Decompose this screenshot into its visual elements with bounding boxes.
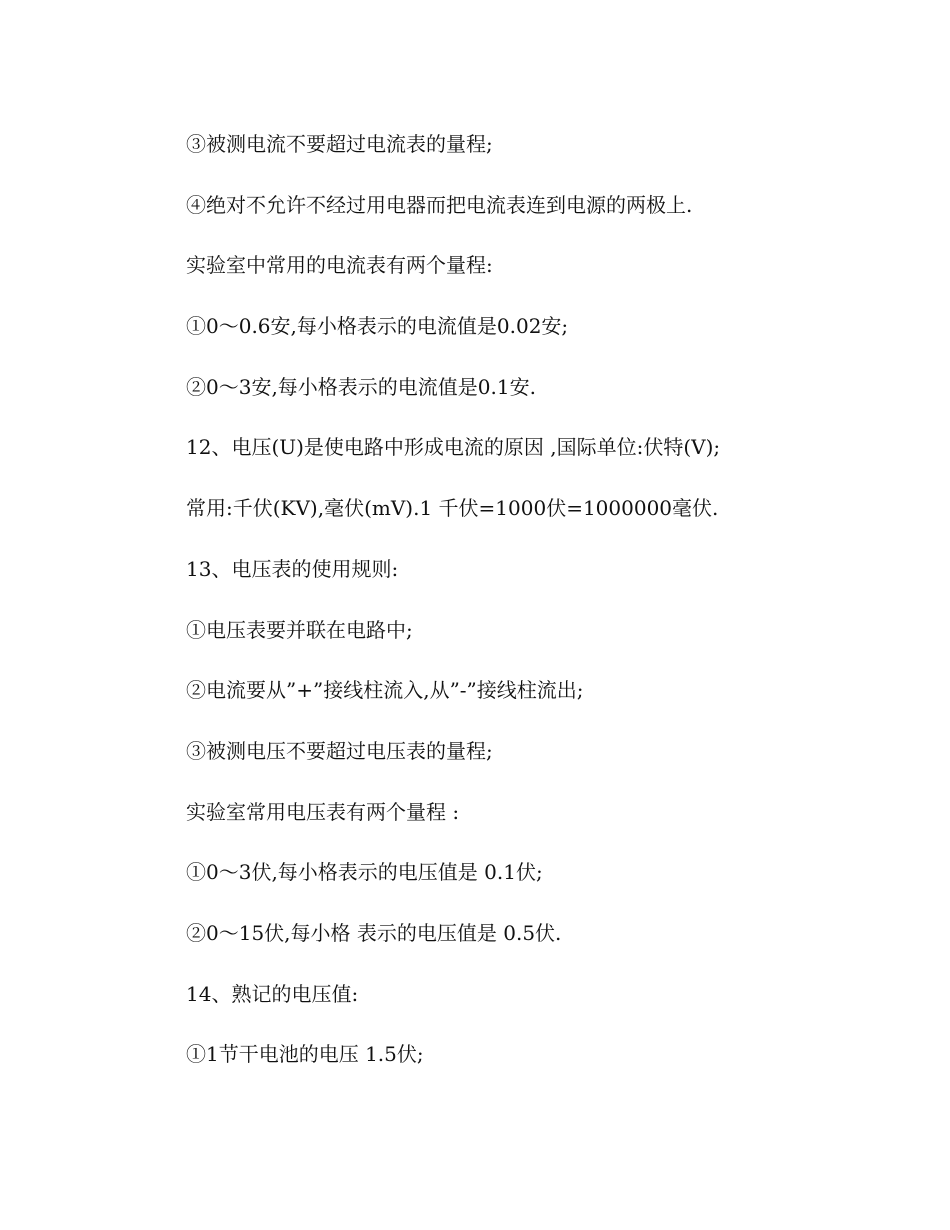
document-body <box>186 128 906 1099</box>
text-line-5: ②0～3安,每小格表示的电流值是0.1安. <box>186 374 536 399</box>
text-line-1: ③被测电流不要超过电流表的量程; <box>186 132 493 156</box>
text-line-10: ②电流要从”+”接线柱流入,从”-”接线柱流出; <box>186 678 584 703</box>
text-line-15: 14、熟记的电压值: <box>186 981 359 1006</box>
text-line-12: 实验室常用电压表有两个量程 : <box>186 799 460 824</box>
text-line-6: 12、电压(U)是使电路中形成电流的原因 ,国际单位:伏特(V); <box>186 435 721 460</box>
text-line-4: ①0～0.6安,每小格表示的电流值是0.02安; <box>186 314 569 339</box>
text-line-8: 13、电压表的使用规则: <box>186 556 399 581</box>
text-line-11: ③被测电压不要超过电压表的量程; <box>186 738 493 763</box>
text-line-13: ①0～3伏,每小格表示的电压值是 0.1伏; <box>186 860 543 885</box>
text-line-7: 常用:千伏(KV),毫伏(mV).1 千伏=1000伏=1000000毫伏. <box>186 496 719 521</box>
text-line-14: ②0～15伏,每小格 表示的电压值是 0.5伏. <box>186 920 562 945</box>
text-line-16: ①1节干电池的电压 1.5伏; <box>186 1042 424 1067</box>
text-line-2: ④绝对不允许不经过用电器而把电流表连到电源的两极上. <box>186 192 693 217</box>
text-line-9: ①电压表要并联在电路中; <box>186 617 413 642</box>
text-line-3: 实验室中常用的电流表有两个量程: <box>186 253 493 278</box>
